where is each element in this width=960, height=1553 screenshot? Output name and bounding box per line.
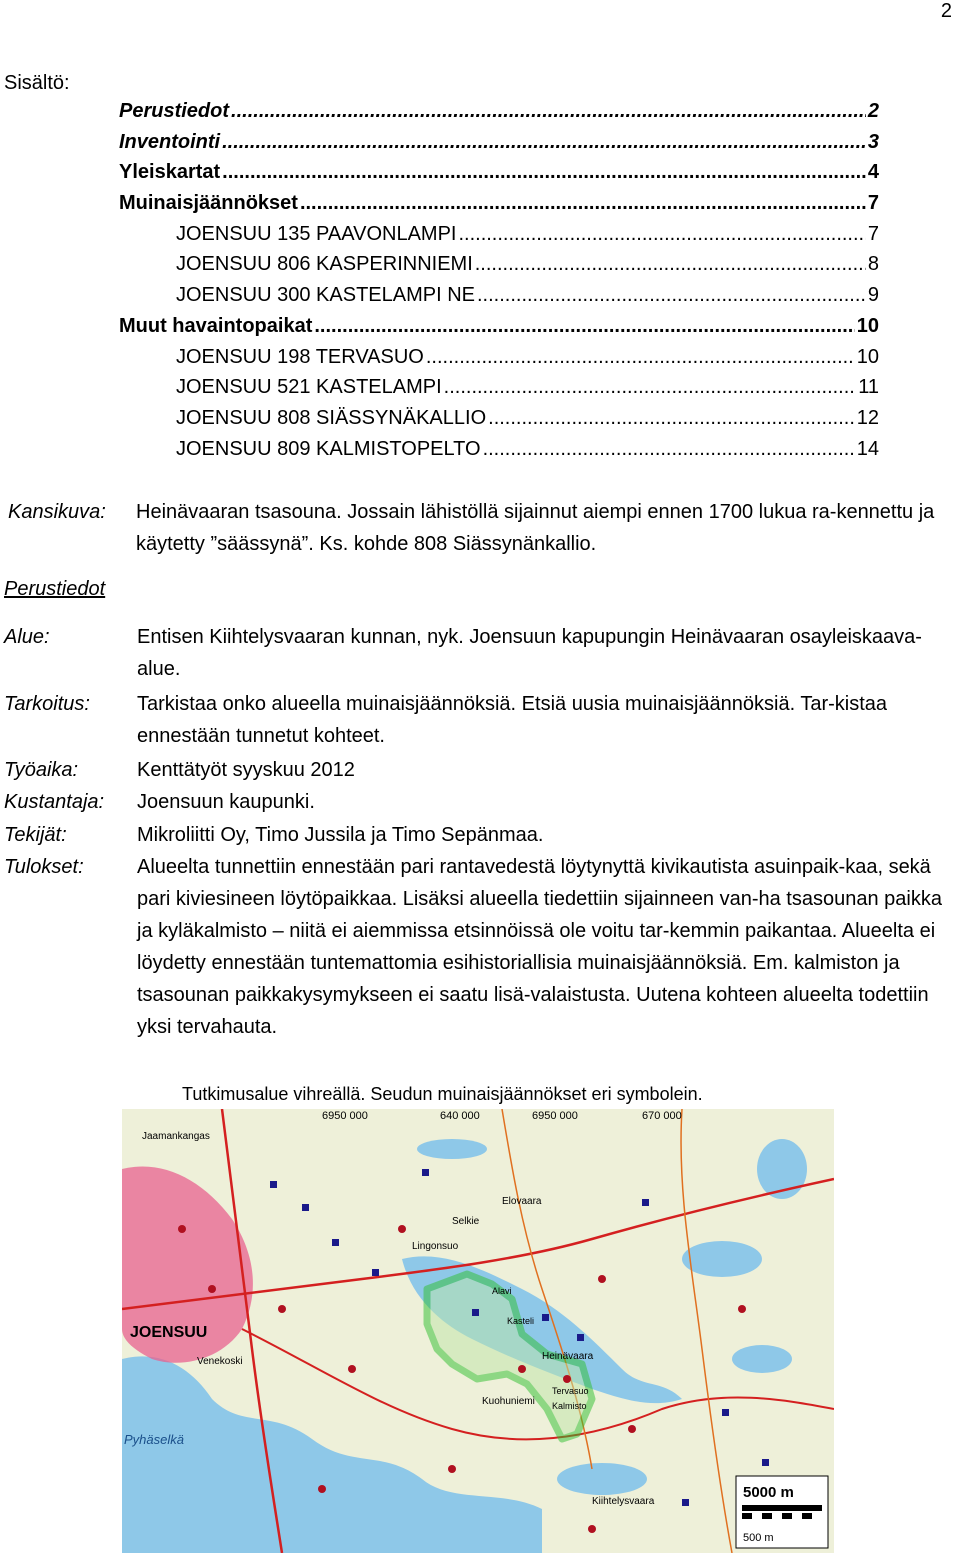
toc-entry-title: Muut havaintopaikat	[119, 314, 313, 337]
map-lake	[732, 1345, 792, 1373]
info-label: Kustantaja:	[4, 791, 105, 813]
toc-entry-page: 4	[867, 161, 879, 184]
map-scale-bar	[736, 1476, 828, 1548]
toc-entry-page: 10	[856, 314, 879, 337]
toc-leader-dots	[488, 407, 855, 430]
cover-text: Heinävaaran tsasouna. Jossain lähistöllä sijainnut aiempi ennen 1700 lukua ra-kennettu ja käytetty ”säässynä”. Ks. kohde 808 Siässynänkallio.	[136, 501, 935, 555]
info-label: Tulokset:	[4, 856, 84, 878]
cover-label: Kansikuva:	[8, 501, 106, 523]
toc-leader-dots	[458, 223, 865, 246]
map-grid-label: 670 000	[642, 1110, 682, 1122]
toc-entry-title: JOENSUU 809 KALMISTOPELTO	[176, 437, 481, 460]
toc-leader-dots	[222, 131, 866, 154]
map-place-name: Alavi	[492, 1286, 512, 1296]
toc-entry	[119, 100, 879, 131]
toc-entry-page: 11	[858, 376, 879, 399]
toc-entry	[119, 438, 879, 469]
info-label: Työaika:	[4, 759, 79, 781]
map-grid-label: 640 000	[440, 1110, 480, 1122]
map-place-name: Pyhäselkä	[124, 1432, 184, 1447]
info-text: Kenttätyöt syyskuu 2012	[137, 759, 355, 781]
toc-entry-title: Inventointi	[119, 130, 221, 153]
info-label: Tekijät:	[4, 824, 67, 846]
toc-entry-title: JOENSUU 135 PAAVONLAMPI	[176, 222, 457, 245]
toc-leader-dots	[231, 100, 866, 123]
toc-entry-title: JOENSUU 300 KASTELAMPI NE	[176, 284, 475, 307]
map-place-name: Lingonsuo	[412, 1241, 459, 1252]
map-caption: Tutkimusalue vihreällä. Seudun muinaisjäännökset eri symbolein.	[182, 1084, 703, 1104]
map-place-name: Jaamankangas	[142, 1131, 210, 1142]
map-image	[122, 1109, 834, 1553]
toc-entry-title: JOENSUU 808 SIÄSSYNÄKALLIO	[176, 406, 487, 429]
toc-leader-dots	[222, 161, 866, 184]
toc-entry-title: JOENSUU 198 TERVASUO	[176, 345, 424, 368]
info-label: Alue:	[4, 626, 50, 648]
toc-entry	[119, 284, 879, 315]
toc-leader-dots	[300, 192, 866, 215]
map-place-name: Venekoski	[197, 1356, 243, 1367]
map-scale-minor: 500 m	[743, 1532, 774, 1544]
toc-entry-title: JOENSUU 806 KASPERINNIEMI	[176, 253, 473, 276]
info-text: Alueelta tunnettiin ennestään pari rantavedestä löytynyttä kivikautista asuinpaik-kaa, sekä pari kiviesineen löytöpaikkaa. Lisäksi alueella tiedettiin sijainneen van-ha tsasounan paikka ja kyläkalmisto – niitä ei aiemmissa etsinnöissä ole voitu tar-kemmin paikantaa. Alueelta ei löydetty ennestään tuntemattomia esihistoriallisia muinaisjäännöksiä. Em. kalmiston ja tsasounan paikkakysymykseen ei saatu lisä-valaistusta. Uutena kohteen alueelta todettiin yksi tervahauta.	[137, 856, 942, 1038]
toc-entry	[119, 346, 879, 377]
toc-entry-page: 7	[867, 222, 879, 245]
toc-entry-title: JOENSUU 521 KASTELAMPI	[176, 376, 442, 399]
map-svg	[122, 1109, 834, 1553]
toc-entry	[119, 315, 879, 346]
info-text: Tarkistaa onko alueella muinaisjäännöksiä. Etsiä uusia muinaisjäännöksiä. Tar-kistaa ennestään tunnetut kohteet.	[137, 693, 888, 747]
toc-entry-page: 10	[856, 345, 879, 368]
toc-entry	[119, 192, 879, 223]
map-place-name: Kasteli	[507, 1316, 535, 1326]
toc-entry-title: Muinaisjäännökset	[119, 192, 298, 215]
toc-entry-page: 3	[867, 130, 879, 153]
map-place-name: Tervasuo	[552, 1386, 589, 1396]
toc-entry-page: 7	[867, 192, 879, 215]
toc-leader-dots	[426, 346, 855, 369]
section-title: Perustiedot	[4, 578, 106, 600]
map-place-name: Kiihtelysvaara	[592, 1496, 655, 1507]
map-lake	[417, 1139, 487, 1159]
map-grid-label: 6950 000	[532, 1110, 578, 1122]
toc-entry-title: Perustiedot	[119, 100, 230, 122]
toc-leader-dots	[477, 284, 866, 307]
toc-entry	[119, 253, 879, 284]
toc-heading: Sisältö:	[4, 72, 70, 94]
toc-entry-page: 8	[867, 253, 879, 276]
info-label: Tarkoitus:	[4, 693, 90, 715]
info-text: Joensuun kaupunki.	[137, 791, 315, 813]
toc-leader-dots	[475, 253, 866, 276]
map-grid-label: 6950 000	[322, 1110, 368, 1122]
toc-entry	[119, 161, 879, 192]
toc-entry-page: 2	[867, 100, 879, 122]
table-of-contents	[119, 100, 879, 468]
toc-leader-dots	[444, 376, 857, 399]
map-scale-major: 5000 m	[743, 1484, 794, 1501]
toc-entry-page: 9	[867, 284, 879, 307]
map-lake	[557, 1463, 647, 1495]
map-place-name: Selkie	[452, 1216, 480, 1227]
toc-entry-title: Yleiskartat	[119, 161, 221, 184]
map-place-name: Heinävaara	[542, 1351, 594, 1362]
toc-entry-page: 12	[856, 406, 879, 429]
map-place-name: JOENSUU	[130, 1324, 208, 1341]
toc-entry-page: 14	[856, 437, 879, 460]
toc-entry	[119, 223, 879, 254]
toc-entry	[119, 131, 879, 162]
page-number: 2	[940, 0, 952, 22]
toc-leader-dots	[314, 315, 854, 338]
map-place-name: Elovaara	[502, 1196, 542, 1207]
toc-entry	[119, 407, 879, 438]
toc-entry	[119, 376, 879, 407]
info-text: Mikroliitti Oy, Timo Jussila ja Timo Sepänmaa.	[137, 824, 544, 846]
toc-leader-dots	[483, 438, 855, 461]
info-text: Entisen Kiihtelysvaaran kunnan, nyk. Joensuun kapupungin Heinävaaran osayleiskaava-alue.	[137, 626, 922, 680]
map-place-name: Kuohuniemi	[482, 1396, 535, 1407]
map-place-name: Kalmisto	[552, 1401, 587, 1411]
map-lake	[682, 1241, 762, 1277]
